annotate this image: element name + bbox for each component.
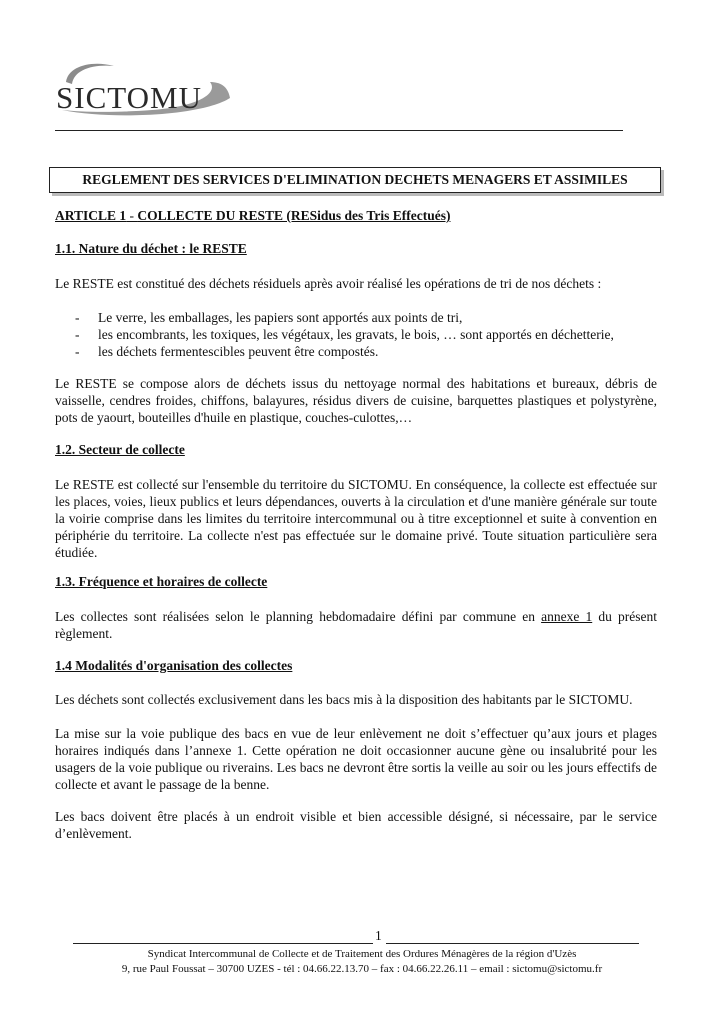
section-1-2-text: Le RESTE est collecté sur l'ensemble du territoire du SICTOMU. En conséquence, la collecte est effectuée sur les places, voies, lieux publics et leurs dépendances, ouverts à la circulation et d'une manière générale sur toute la voirie comprise dans les limites du territoire intercommunal ou à titre exceptionnel et suite à convention en périphérie du territoire. La collecte n'est pas effectuée sur le domaine privé. Toute situation particulière sera étudiée. — [55, 477, 657, 560]
document-title: REGLEMENT DES SERVICES D'ELIMINATION DECHETS MENAGERS ET ASSIMILES — [49, 167, 661, 193]
section-1-4-p3: Les bacs doivent être placés à un endroit visible et bien accessible désigné, si nécessaire, par le service d’enlèvement. — [55, 809, 657, 841]
section-1-3-text — [55, 608, 657, 642]
list-item: - les déchets fermentescibles peuvent être compostés. — [75, 343, 614, 360]
sictomu-logo — [52, 58, 237, 120]
header-rule — [55, 130, 623, 131]
sorting-list — [75, 309, 614, 360]
footer-rule-right — [386, 943, 639, 944]
section-1-3-text-after: du présent règlement. — [55, 609, 657, 641]
section-heading-1-3: 1.3. Fréquence et horaires de collecte — [55, 574, 268, 589]
article-prefix: ARTICLE 1 — [55, 208, 127, 223]
article-separator: - — [126, 208, 138, 223]
page-number: 1 — [375, 928, 382, 943]
section-1-4-p2: La mise sur la voie publique des bacs en vue de leur enlèvement ne doit s’effectuer qu’aux jours et plages horaires indiqués dans l’annexe 1. Cette opération ne doit occasionner aucune gène ou insalubrité pour les usagers de la voie publique ou riverains. Les bacs ne devront être sortis la veille au soir ou les jours effectifs de collecte et avant le passage de la benne. — [55, 726, 657, 792]
section-heading-1-4: 1.4 Modalités d'organisation des collectes — [55, 658, 293, 673]
list-item: - les encombrants, les toxiques, les végétaux, les gravats, le bois, … sont apportés en déchetterie, — [75, 326, 614, 343]
section-1-1-intro: Le RESTE est constitué des déchets résiduels après avoir réalisé les opérations de tri de nos déchets : — [55, 276, 602, 291]
logo-text: SICTOMU — [56, 80, 202, 115]
annexe-link[interactable]: annexe 1 — [541, 609, 593, 624]
footer-line-1: Syndicat Intercommunal de Collecte et de Traitement des Ordures Ménagères de la région d'Uzès — [147, 948, 577, 960]
article-heading — [55, 208, 450, 224]
section-1-3-text-before: Les collectes sont réalisées selon le planning hebdomadaire défini par commune en — [55, 609, 542, 624]
section-heading-1-2: 1.2. Secteur de collecte — [55, 442, 185, 457]
footer-rule-left — [73, 943, 373, 944]
section-1-1-composition: Le RESTE se compose alors de déchets issus du nettoyage normal des habitations et bureaux, débris de vaisselle, cendres froides, chiffons, balayures, résidus divers de cuisine, barquettes plastiques et polystyrène, pots de yaourt, bouteilles d'huile en plastique, couches-culottes,… — [55, 376, 657, 425]
section-1-4-p1: Les déchets sont collectés exclusivement dans les bacs mis à la disposition des habitants par le SICTOMU. — [55, 692, 633, 707]
section-heading-1-1: 1.1. Nature du déchet : le RESTE — [55, 241, 247, 256]
list-item: - Le verre, les emballages, les papiers sont apportés aux points de tri, — [75, 309, 614, 326]
article-title: COLLECTE DU RESTE (RESidus des Tris Effectués) — [137, 208, 451, 223]
footer-line-2: 9, rue Paul Foussat – 30700 UZES - tél : 04.66.22.13.70 – fax : 04.66.22.26.11 – email : sictomu@sictomu.fr — [121, 963, 603, 975]
